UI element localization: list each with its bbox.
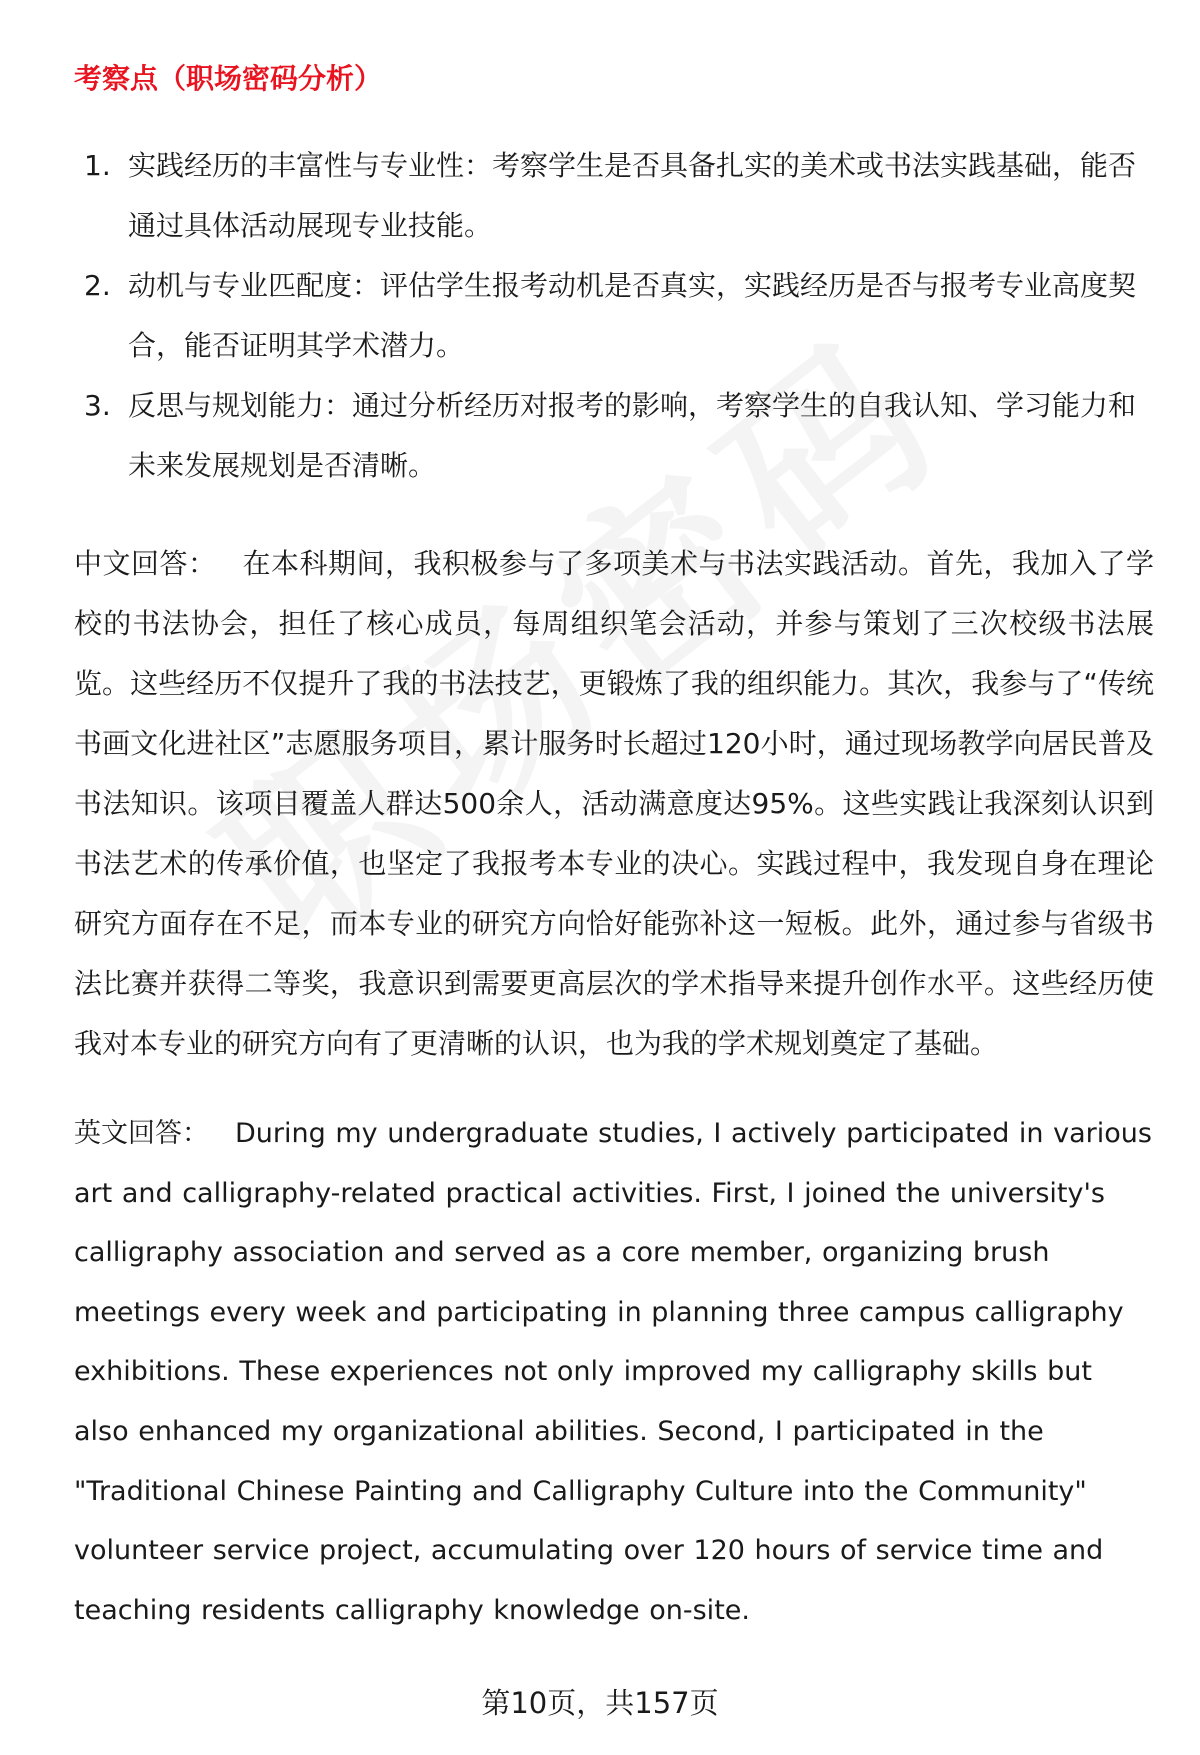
document-body <box>74 52 1154 1670</box>
english-answer-label: 英文回答： <box>74 1118 209 1149</box>
list-item-text: 反思与规划能力：通过分析经历对报考的影响，考察学生的自我认知、学习能力和未来发展规划是否清晰。 <box>128 389 1137 482</box>
chinese-answer-label: 中文回答： <box>74 547 217 580</box>
list-item-text: 实践经历的丰富性与专业性：考察学生是否具备扎实的美术或书法实践基础，能否通过具体活动展现专业技能。 <box>128 149 1137 242</box>
list-item-number: 1. <box>84 149 111 182</box>
english-answer-text: During my undergraduate studies, I actively participated in various art and calligraphy-related practical activities. First, I joined the university's calligraphy association and served as a core member, organizing brush meetings every week and participating in planning three campus calligraphy exhibitions. These experiences not only improved my calligraphy skills but also enhanced my organizational abilities. Second, I participated in the "Traditional Chinese Painting and Calligraphy Culture into the Community" volunteer service project, accumulating over 120 hours of service time and teaching residents calligraphy knowledge on-site. <box>74 1118 1152 1626</box>
evaluation-points-list <box>74 136 1154 496</box>
section-title: 考察点（职场密码分析） <box>74 62 383 95</box>
chinese-answer <box>74 534 1154 1074</box>
list-item <box>74 256 1154 376</box>
list-item <box>74 376 1154 496</box>
chinese-answer-text: 在本科期间，我积极参与了多项美术与书法实践活动。首先，我加入了学校的书法协会，担任了核心成员，每周组织笔会活动，并参与策划了三次校级书法展览。这些经历不仅提升了我的书法技艺，更锻炼了我的组织能力。其次，我参与了“传统书画文化进社区”志愿服务项目，累计服务时长超过120小时，通过现场教学向居民普及书法知识。该项目覆盖人群达500余人，活动满意度达95%。这些实践让我深刻认识到书法艺术的传承价值，也坚定了我报考本专业的决心。实践过程中，我发现自身在理论研究方面存在不足，而本专业的研究方向恰好能弥补这一短板。此外，通过参与省级书法比赛并获得二等奖，我意识到需要更高层次的学术指导来提升创作水平。这些经历使我对本专业的研究方向有了更清晰的认识，也为我的学术规划奠定了基础。 <box>74 547 1154 1060</box>
list-item-number: 3. <box>84 389 111 422</box>
page-number: 第10页，共157页 <box>481 1686 719 1720</box>
list-item <box>74 136 1154 256</box>
english-answer <box>74 1104 1154 1640</box>
list-item-text: 动机与专业匹配度：评估学生报考动机是否真实，实践经历是否与报考专业高度契合，能否证明其学术潜力。 <box>128 269 1137 362</box>
list-item-number: 2. <box>84 269 111 302</box>
